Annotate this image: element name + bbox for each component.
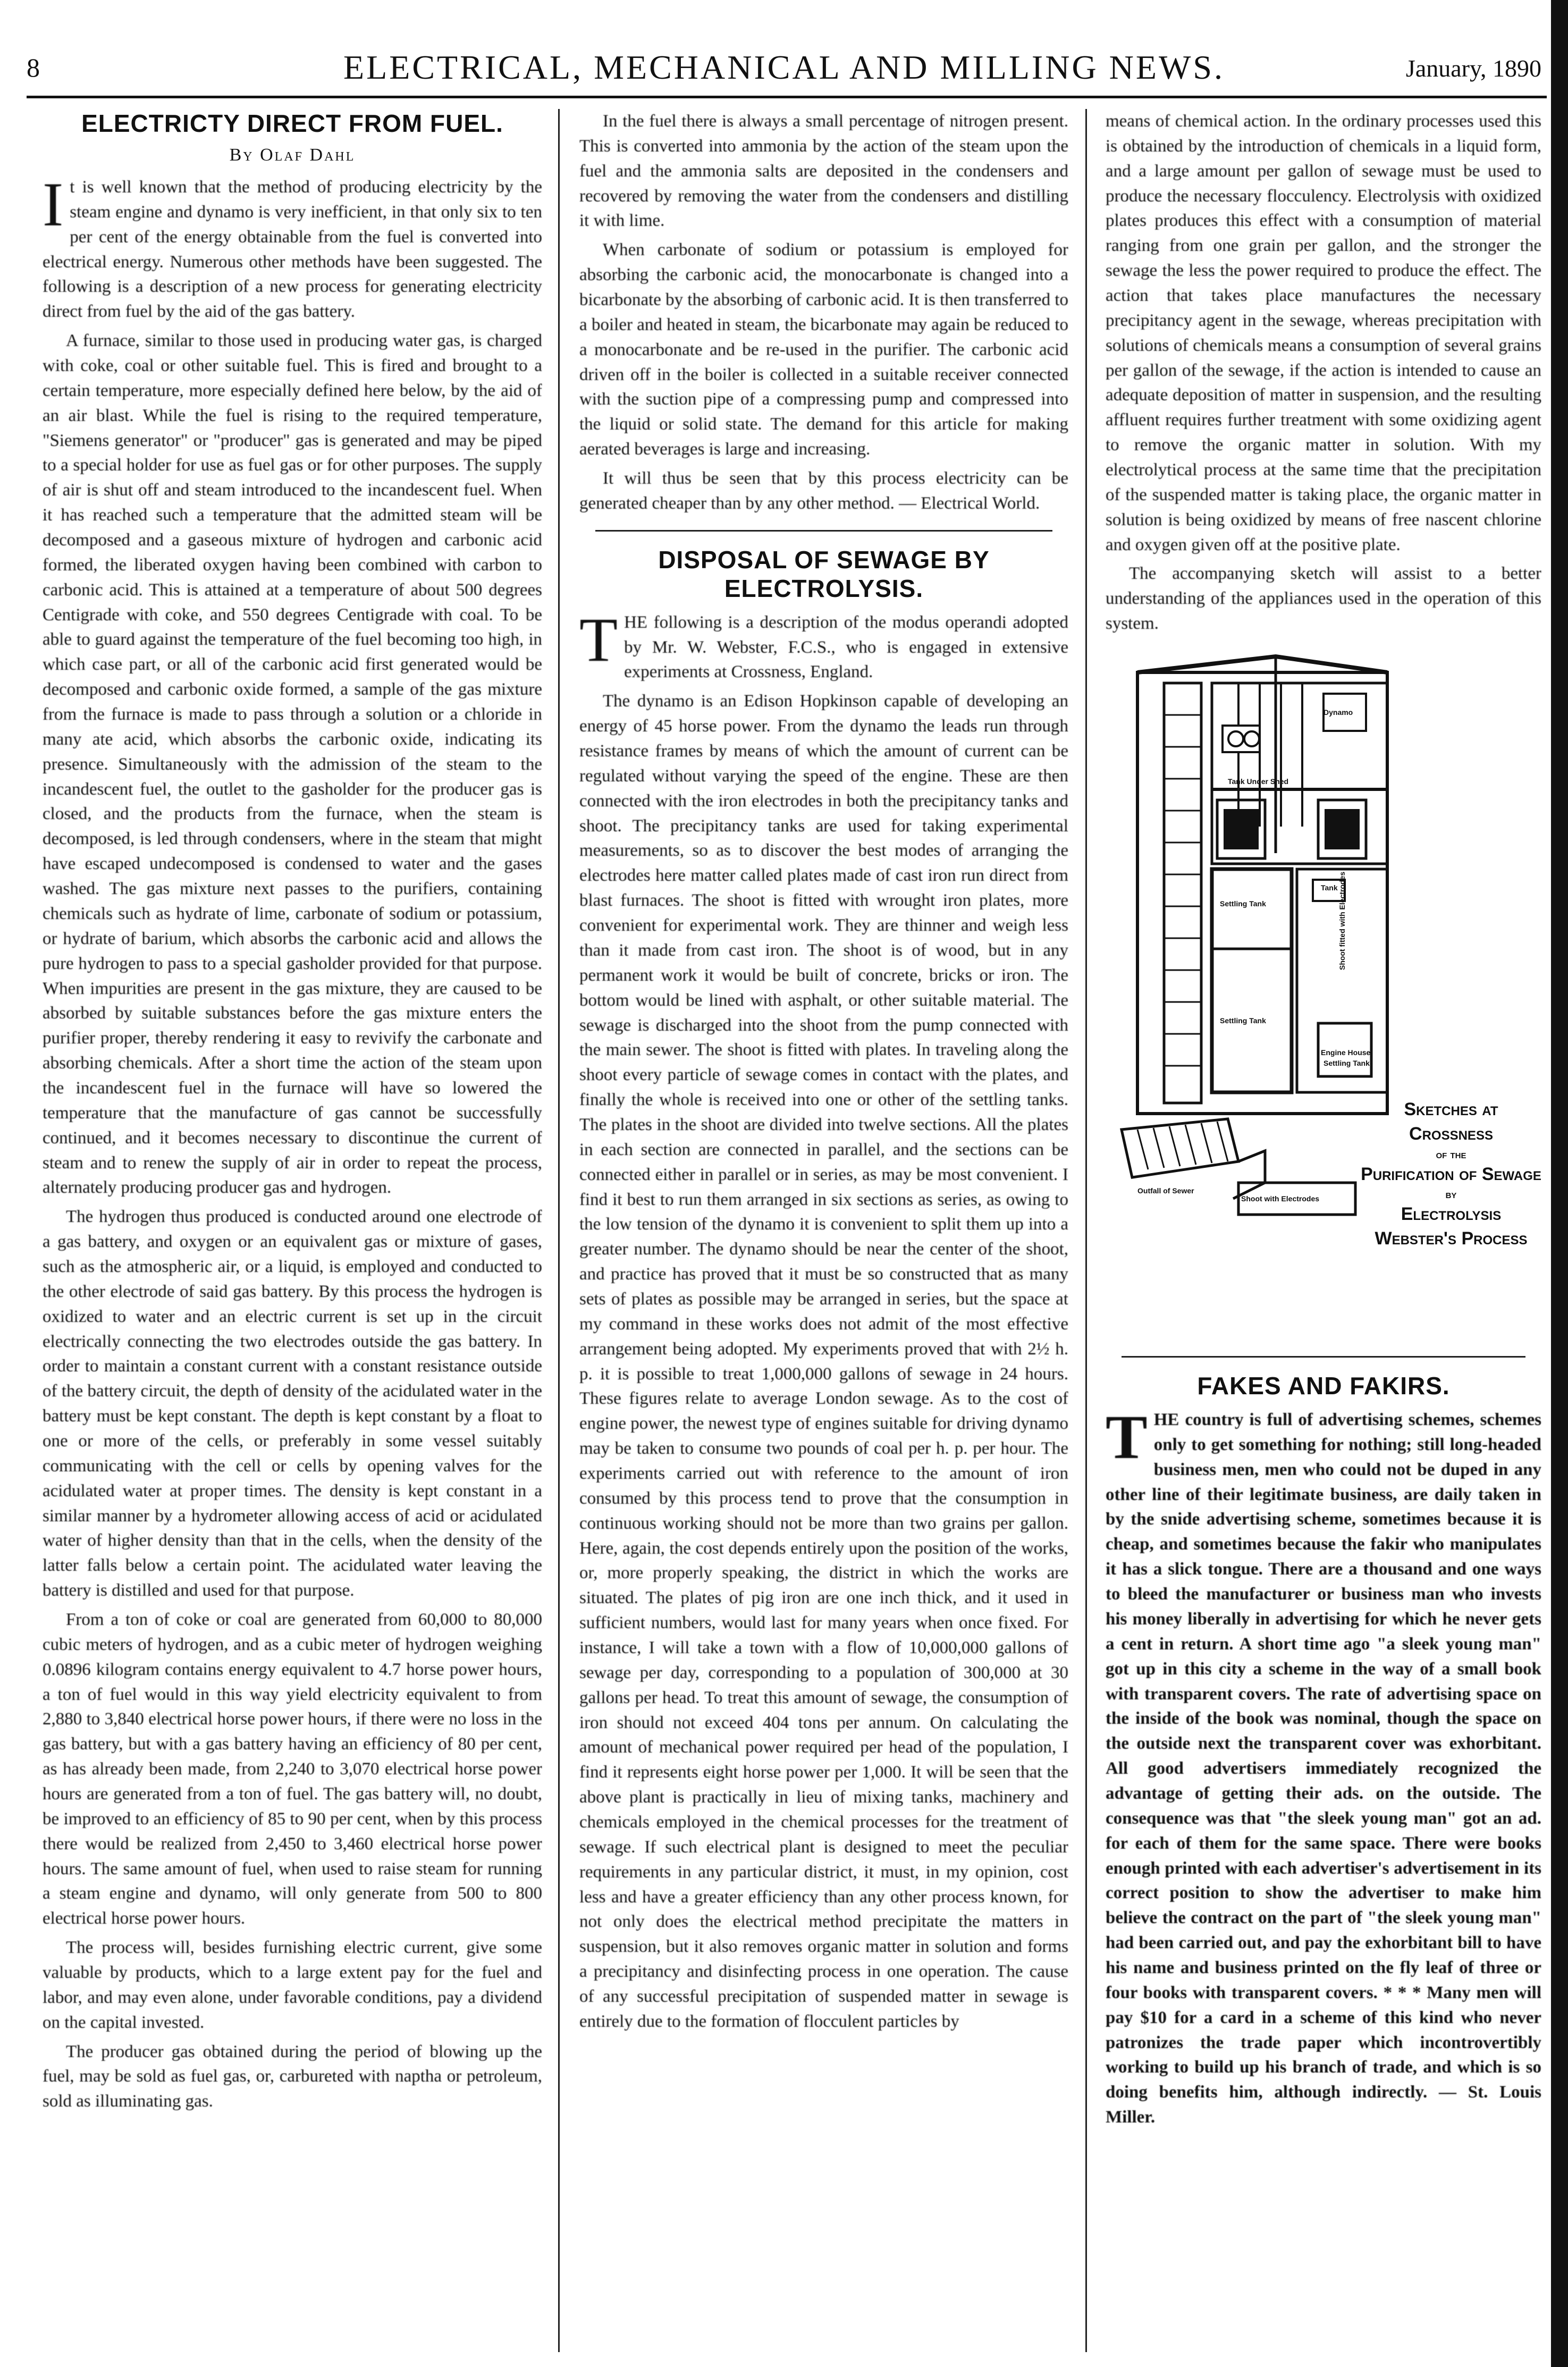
article-paragraph: means of chemical action. In the ordinary processes used this is obtained by the introduction of chemicals in a liquid form, and a large amount per gallon of sewage must be used to produce the necessary flocculency. Electrolysis with oxidized plates produces this effect with a consumption of material ranging from one grain per gallon, and the stronger the sewage the less the power required to produce the effect. The action that takes place manufactures the necessary precipitancy agent in the sewage, whereas precipitation with solutions of chemicals means a consumption of several grains per gallon of the sewage, if the action is intended to cause an adequate deposition of matter in suspension, and the resulting affluent requires further treatment with some oxidizing agent to remove the organic matter in solution. With my electrolytical process at the same time that the precipitation of the suspended matter is taking place, the organic matter in solution is being oxidized by means of free nascent chlorine and oxygen given off at the positive plate. <box>1106 112 1541 554</box>
article-paragraph: When carbonate of sodium or potassium is employed for absorbing the carbonic acid, the monocarbonate is changed into a bicarbonate by the absorbing of carbonic acid. It is then transferred to a boiler and heated in steam, the bicarbonate may again be reduced to a monocarbonate and be re-used in the purifier. The carbonic acid driven off in the boiler is collected in a suitable receiver connected with the suction pipe of a compressing pump and compressed into the liquid or solid state. The demand for this article for making aerated beverages is large and increasing. <box>579 240 1068 459</box>
article-paragraph: In the fuel there is always a small percentage of nitrogen present. This is converted into ammonia by the action of the steam upon the fuel and the ammonia salts are deposited in the condensers and recovered by removing the water from the condensers and distilling it with lime. <box>579 112 1068 231</box>
article-paragraph: The hydrogen thus produced is conducted around one electrode of a gas battery, and oxygen or an equivalent gas or mixture of gases, such as the atmospheric air, or a liquid, is employed and conducted to the other electrode of said gas battery. By this process the hydrogen is oxidized to water and an electric current is set up in the circuit electrically connecting the two electrodes outside the gas battery. In order to maintain a constant current with a constant resistance outside of the battery circuit, the depth of density of the acidulated water in the battery must be kept constant. The depth is kept constant by a float to one or more of the cells, or preferably in some vessel suitably communicating with the cell or cells by opening valves for the acidulated water at proper times. The density is kept constant in a similar manner by a hydrometer allowing access of acid or acidulated water of higher density than that in the cells, when the density of the latter falls below a certain point. The acidulated water leaving the battery is distilled and used for that purpose. <box>43 1207 542 1601</box>
label-with-electrodes: Shoot with Electrodes <box>1241 1194 1320 1203</box>
header-rule <box>27 96 1547 98</box>
label-settling-1: Settling Tank <box>1220 899 1266 908</box>
label-engine: Engine House <box>1321 1048 1371 1057</box>
caption-line: Purification of Sewage <box>1361 1164 1541 1184</box>
article-paragraph: It is well known that the method of producing electricity by the steam engine and dynamo is very inefficient, in that only six to ten per cent of the energy obtainable from the fuel is converted into electrical energy. Numerous other methods have been suggested. The following is a description of a new process for generating electricity direct from fuel by the aid of the gas battery. <box>43 170 542 322</box>
label-shoot: Shoot fitted with Electrodes <box>1338 871 1346 971</box>
article-title-fuel: ELECTRICTY DIRECT FROM FUEL. <box>81 109 503 137</box>
article-byline: By Olaf Dahl <box>229 145 356 165</box>
caption-line: Electrolysis <box>1401 1204 1502 1225</box>
article-title-fakes: FAKES AND FAKIRS. <box>1197 1372 1450 1400</box>
article-paragraph: The accompanying sketch will assist to a better understanding of the appliances used in the operation of this system. <box>1106 564 1541 634</box>
article-paragraph: The process will, besides furnishing electric current, give some valuable by products, which to a large extent pay for the fuel and labor, and may even alone, under favorable conditions, pay a dividend on the capital invested. <box>43 1938 542 2032</box>
column-2 <box>579 109 1068 2352</box>
article-paragraph: It will thus be seen that by this process electricity can be generated cheaper than by any other method. — Electrical World. <box>579 469 1068 513</box>
caption-line: Webster's Process <box>1375 1228 1528 1249</box>
label-settling-2: Settling Tank <box>1220 1016 1266 1025</box>
label-tank-upper: Tank Under Shed <box>1228 777 1289 786</box>
column-separator-2 <box>1085 109 1087 2352</box>
section-rule <box>595 530 1052 532</box>
article-paragraph: THE country is full of advertising schemes, schemes only to get something for nothing; still long-headed business men, men who could not be duped in any other line of their legitimate business, are daily taken in by the snide advertising scheme, sometimes because it is cheap, and sometimes because the fakir who manipulates it has a slick tongue. There are a thousand and one ways to bleed the manufacturer or business man who invests his money liberally in advertising for which he never gets a cent in return. A short time ago "a sleek young man" got up in this city a scheme in the way of a small book with transparent covers. The rate of advertising space on the inside of the book was nominal, though the space on the outside next the transparent cover was exhorbitant. All good advertisers immediately recognized the advantage of getting their ads. on the outside. The consequence was that "the sleek young man" got an ad. for each of them for the same space. There were books enough printed with each advertiser's advertisement in its correct position to show the advertiser to make him believe the contract on the part of "the sleek young man" had been carried out, and pay the exhorbitant bill to have his name and business printed on the fly leaf of three or four books with transparent covers. * * * Many men will pay $10 for a card in a scheme of this kind who never patronizes the trade paper which incontrovertibly working to build up his branch of trade, and which is so doing benefits him, although indirectly. — St. Louis Miller. <box>1106 1402 1541 2127</box>
caption-line: of the <box>1436 1147 1466 1161</box>
issue-date: January, 1890 <box>1405 55 1541 82</box>
drop-cap: T <box>579 604 618 675</box>
label-settling-small: Settling Tank <box>1323 1059 1370 1068</box>
column-3 <box>1106 109 1541 2352</box>
caption-line: Sketches at Crossness <box>1404 1099 1498 1144</box>
masthead-title: ELECTRICAL, MECHANICAL AND MILLING NEWS. <box>343 48 1225 86</box>
article-paragraph: THE following is a description of the modus operandi adopted by Mr. W. Webster, F.C.S., who is engaged in extensive experiments at Crossness, England. <box>579 604 1068 682</box>
section-rule <box>1122 1356 1525 1358</box>
plant-outline <box>1137 672 1387 1114</box>
sewage-works-sketch <box>1106 651 1541 1342</box>
column-separator-1 <box>558 109 560 2352</box>
article-paragraph: The dynamo is an Edison Hopkinson capable of developing an energy of 45 horse power. From the dynamo the leads run through resistance frames by means of which the amount of current can be regulated without varying the speed of the engine. These are then connected with the iron electrodes in both the precipitancy tanks and shoot. The precipitancy tanks are used for taking experimental measurements, so as to discover the best modes of arranging the electrodes here matter called plates made of cast iron run direct from blast furnaces. The shoot is fitted with wrought iron plates, more convenient for experimental work. They are thinner and weigh less than it made from cast iron. The shoot is of wood, but in any permanent work it would be built of concrete, bricks or iron. The bottom would be lined with asphalt, or other suitable material. The sewage is discharged into the shoot from the pump connected with the main sewer. The shoot is fitted with plates. In traveling along the shoot every particle of sewage comes in contact with the plates, and finally the whole is received into one or other of the settling tanks. The plates in the shoot are divided into twelve sections. All the plates in each section are connected in parallel, and the sections can be connected either in parallel or in series, as may be most convenient. I find it best to run them arranged in six sections as series, as owing to the low tension of the dynamo it is convenient to split them up into a greater number. The dynamo should be near the center of the shoot, and practice has proved that it must be so constructed that as many sets of plates as possible may be arranged in series, but the space at my command in these works does not admit of the most effective arrangement being adopted. My experiments proved that with 2½ h. p. it is possible to treat 1,000,000 gallons of sewage in 24 hours. These figures relate to average London sewage. As to the cost of engine power, the newest type of engines suitable for driving dynamo may be taken to consume two pounds of coal per h. p. per hour. The experiments carried out with reference to the amount of iron consumed by this process tend to prove that the consumption in continuous working should not be more than two grains per gallon. Here, again, the cost depends entirely upon the position of the works, or, more properly speaking, the district in which the works are situated. The plates of pig iron are one inch thick, and it used in sufficient numbers, would last for many years when once fixed. For instance, I will take a town with a flow of 10,000,000 gallons of sewage per day, corresponding to a population of 300,000 at 30 gallons per head. To treat this amount of sewage, the consumption of iron should not exceed 404 tons per annum. On calculating the amount of mechanical power required per head of the population, I find it represents eight horse power per 1,000. It will be seen that the above plant is practically in lieu of mixing tanks, machinery and chemicals employed in the chemical processes for the treatment of sewage. If such electrical plant is designed to meet the peculiar requirements in any particular district, it must, in my opinion, cost less and have a greater efficiency than any other process known, for not only does the electrical method precipitate the matters in suspension, but it also removes organic matter in solution and forms a precipitancy and disinfecting process in one operation. The cause of any successful precipitation of suspended matter in sewage is entirely due to the formation of flocculent particles by <box>579 692 1068 2031</box>
caption-line: by <box>1445 1187 1457 1201</box>
label-dynamo: Dynamo <box>1323 708 1353 717</box>
drop-cap: T <box>1106 1402 1148 1472</box>
page-number: 8 <box>27 53 40 82</box>
label-outfall: Outfall of Sewer <box>1137 1186 1194 1195</box>
article-paragraph: From a ton of coke or coal are generated from 60,000 to 80,000 cubic meters of hydrogen, and as a cubic meter of hydrogen weighing 0.0896 kilogram contains energy equivalent to 4.7 horse power hours, a ton of fuel would in this way yield electricity equivalent to from 2,880 to 3,840 electrical horse power hours, if there were no loss in the gas battery, but with a gas battery having an efficiency of 80 per cent, as has already been made, from 2,240 to 3,070 electrical horse power hours are generated from a ton of fuel. The gas battery will, no doubt, be improved to an efficiency of 85 to 90 per cent, when by this process there would be realized from 2,450 to 3,460 electrical horse power hours. The same amount of fuel, when used to raise steam for running a steam engine and dynamo, will only generate from 500 to 800 electrical horse power hours. <box>43 1610 542 1928</box>
sketch-caption <box>1361 1098 1541 1251</box>
article-paragraph: A furnace, similar to those used in producing water gas, is charged with coke, coal or other suitable fuel. This is fired and brought to a certain temperature, more especially defined here below, by the aid of an air blast. While the fuel is rising to the required temperature, "Siemens generator" or "producer" gas is generated and may be piped to a special holder for use as fuel gas or for other purposes. The supply of air is shut off and steam introduced to the incandescent fuel. When it has reached such a temperature that the admitted steam will be decomposed and a gaseous mixture of hydrogen and carbonic acid formed, the liberated oxygen having been combined with carbon to carbonic acid. This is attained at a temperature of about 500 degrees Centigrade with coke, and 550 degrees Centigrade with coal. To be able to guard against the temperature of the fuel becoming too high, in which case part, or all of the carbonic acid first generated would be decomposed and carbonic oxide formed, a sample of the gas mixture from the furnace is made to pass through a solution or a chloride in many ate acid, which absorbs the carbonic oxide, indicating its presence. Simultaneously with the admission of the steam to the incandescent fuel, the outlet to the gasholder for the producer gas is closed, and the products from the furnace, when the steam is decomposed, is led through condensers, where in the steam that might have escaped undecomposed is condensed to water and the gases washed. The gas mixture next passes to the purifiers, containing chemicals such as hydrate of lime, carbonate of sodium or potassium, or hydrate of barium, which absorbs the carbonic acid and allows the pure hydrogen to pass to a special gasholder provided for that purpose. When impurities are present in the gas mixture, they are caused to be absorbed by suitable substances before the gas mixture enters the purifier proper, thereby rendering it easy to revivify the carbonate and absorbing chemicals. After a short time the action of the steam upon the incandescent fuel in the furnace will have so lowered the temperature that the manufacture of gas cannot be successfully continued, and it becomes necessary to discontinue the current of steam and to renew the supply of air in order to repeat the process, alternately producing producer gas and hydrogen. <box>43 331 542 1198</box>
label-tank-small: Tank <box>1321 883 1338 892</box>
page-header <box>27 43 1541 90</box>
article-paragraph: The producer gas obtained during the period of blowing up the fuel, may be sold as fuel gas, or, carbureted with naptha or petroleum, sold as illuminating gas. <box>43 2042 542 2111</box>
drop-cap: I <box>43 170 64 239</box>
article-title-sewage: DISPOSAL OF SEWAGE BY ELECTROLYSIS. <box>658 545 990 602</box>
page-edge-shadow <box>1551 0 1568 2367</box>
column-1 <box>43 109 542 2352</box>
